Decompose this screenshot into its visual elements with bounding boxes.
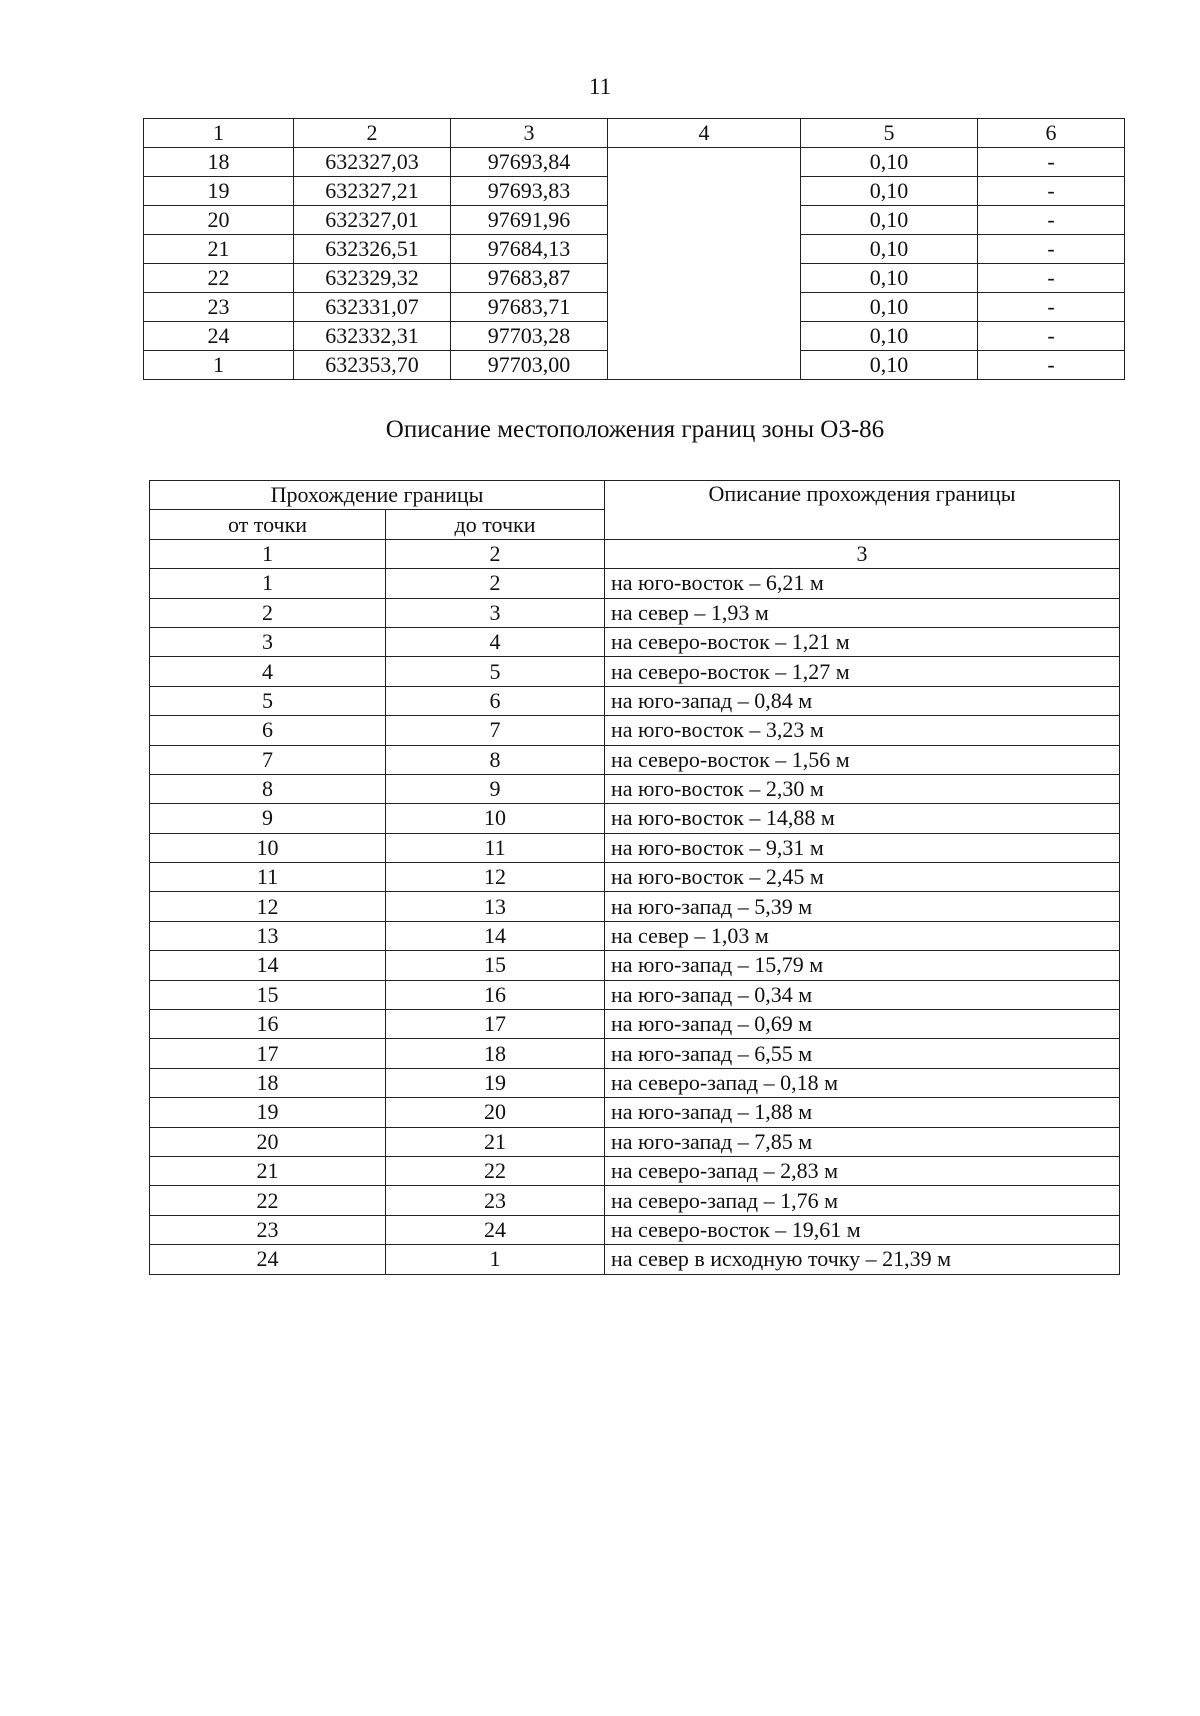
from-point: 1 [150,569,386,598]
from-point: 19 [150,1098,386,1127]
to-point: 12 [386,863,605,892]
boundary-description: на юго-восток – 2,45 м [605,863,1120,892]
boundary-description: на северо-восток – 1,56 м [605,745,1120,774]
accuracy-value: 0,10 [801,264,978,293]
to-point: 13 [386,892,605,921]
to-point: 21 [386,1127,605,1156]
dash-value: - [978,351,1125,380]
from-point: 8 [150,774,386,803]
from-point: 22 [150,1186,386,1215]
to-point: 5 [386,657,605,686]
accuracy-value: 0,10 [801,322,978,351]
column-header: 2 [294,119,451,148]
from-point: 12 [150,892,386,921]
column-header: 6 [978,119,1125,148]
table-row [150,1156,1120,1185]
y-coordinate: 97691,96 [451,206,608,235]
table-row [150,863,1120,892]
boundary-description: на северо-восток – 1,27 м [605,657,1120,686]
boundary-description: на северо-запад – 2,83 м [605,1156,1120,1185]
to-point: 19 [386,1068,605,1097]
to-point: 4 [386,627,605,656]
accuracy-value: 0,10 [801,177,978,206]
to-point: 11 [386,833,605,862]
boundary-description: на юго-запад – 0,84 м [605,686,1120,715]
page-number: 11 [588,74,612,99]
to-point: 9 [386,774,605,803]
to-point: 6 [386,686,605,715]
dash-value: - [978,293,1125,322]
table-row [150,686,1120,715]
header-passage: Прохождение границы [150,481,605,510]
header-to-point: до точки [386,510,605,539]
boundary-description: на юго-восток – 6,21 м [605,569,1120,598]
from-point: 4 [150,657,386,686]
to-point: 14 [386,921,605,950]
to-point: 18 [386,1039,605,1068]
boundary-description: на юго-восток – 3,23 м [605,716,1120,745]
from-point: 15 [150,980,386,1009]
x-coordinate: 632353,70 [294,351,451,380]
x-coordinate: 632327,21 [294,177,451,206]
boundary-description: на юго-запад – 7,85 м [605,1127,1120,1156]
point-number: 24 [144,322,294,351]
dash-value: - [978,206,1125,235]
table-row [150,627,1120,656]
column-number-row [150,539,1120,568]
column-header: 3 [451,119,608,148]
from-point: 6 [150,716,386,745]
x-coordinate: 632331,07 [294,293,451,322]
from-point: 17 [150,1039,386,1068]
point-number: 18 [144,148,294,177]
x-coordinate: 632327,01 [294,206,451,235]
from-point: 14 [150,951,386,980]
accuracy-value: 0,10 [801,148,978,177]
merged-empty-cell [608,148,801,380]
column-header: 5 [801,119,978,148]
header-row [144,119,1125,148]
from-point: 21 [150,1156,386,1185]
x-coordinate: 632326,51 [294,235,451,264]
from-point: 16 [150,1010,386,1039]
accuracy-value: 0,10 [801,293,978,322]
boundary-description: на юго-восток – 14,88 м [605,804,1120,833]
from-point: 20 [150,1127,386,1156]
y-coordinate: 97693,83 [451,177,608,206]
x-coordinate: 632329,32 [294,264,451,293]
y-coordinate: 97683,71 [451,293,608,322]
dash-value: - [978,235,1125,264]
table-row [150,1186,1120,1215]
boundary-description: на юго-запад – 5,39 м [605,892,1120,921]
point-number: 20 [144,206,294,235]
dash-value: - [978,177,1125,206]
point-number: 22 [144,264,294,293]
to-point: 10 [386,804,605,833]
table-row [150,804,1120,833]
boundary-description: на юго-запад – 0,69 м [605,1010,1120,1039]
column-number: 1 [150,539,386,568]
boundary-description: на юго-восток – 2,30 м [605,774,1120,803]
to-point: 17 [386,1010,605,1039]
boundary-description: на северо-запад – 1,76 м [605,1186,1120,1215]
boundary-description: на северо-восток – 19,61 м [605,1215,1120,1244]
from-point: 7 [150,745,386,774]
table-row [150,1068,1120,1097]
point-number: 1 [144,351,294,380]
boundary-description: на северо-восток – 1,21 м [605,627,1120,656]
table-row [150,569,1120,598]
to-point: 8 [386,745,605,774]
to-point: 22 [386,1156,605,1185]
y-coordinate: 97703,00 [451,351,608,380]
boundary-description: на север – 1,93 м [605,598,1120,627]
from-point: 24 [150,1245,386,1274]
accuracy-value: 0,10 [801,351,978,380]
table-row [150,1127,1120,1156]
table-row [150,716,1120,745]
table-row [150,598,1120,627]
table-row [150,833,1120,862]
column-number: 3 [605,539,1120,568]
header-description: Описание прохождения границы [605,481,1120,540]
to-point: 2 [386,569,605,598]
boundary-description-table [149,480,1120,1275]
boundary-description: на юго-восток – 9,31 м [605,833,1120,862]
section-title: Описание местоположения границ зоны ОЗ-86 [385,416,885,443]
x-coordinate: 632327,03 [294,148,451,177]
y-coordinate: 97703,28 [451,322,608,351]
table-row [150,1215,1120,1244]
to-point: 3 [386,598,605,627]
from-point: 5 [150,686,386,715]
from-point: 2 [150,598,386,627]
from-point: 13 [150,921,386,950]
from-point: 9 [150,804,386,833]
accuracy-value: 0,10 [801,235,978,264]
dash-value: - [978,264,1125,293]
to-point: 1 [386,1245,605,1274]
accuracy-value: 0,10 [801,206,978,235]
to-point: 23 [386,1186,605,1215]
table-row [150,1010,1120,1039]
dash-value: - [978,322,1125,351]
table-row [150,657,1120,686]
table-row [150,1245,1120,1274]
table-row [150,1098,1120,1127]
from-point: 3 [150,627,386,656]
column-number: 2 [386,539,605,568]
boundary-description: на север – 1,03 м [605,921,1120,950]
to-point: 16 [386,980,605,1009]
boundary-description: на юго-запад – 15,79 м [605,951,1120,980]
table-row [150,774,1120,803]
point-number: 23 [144,293,294,322]
column-header: 4 [608,119,801,148]
table-row [150,745,1120,774]
from-point: 10 [150,833,386,862]
table-row [150,951,1120,980]
boundary-description: на север в исходную точку – 21,39 м [605,1245,1120,1274]
table-row [150,980,1120,1009]
boundary-description: на юго-запад – 1,88 м [605,1098,1120,1127]
to-point: 24 [386,1215,605,1244]
y-coordinate: 97683,87 [451,264,608,293]
to-point: 7 [386,716,605,745]
point-number: 21 [144,235,294,264]
dash-value: - [978,148,1125,177]
boundary-description: на юго-запад – 6,55 м [605,1039,1120,1068]
y-coordinate: 97693,84 [451,148,608,177]
table-row [150,892,1120,921]
y-coordinate: 97684,13 [451,235,608,264]
from-point: 11 [150,863,386,892]
x-coordinate: 632332,31 [294,322,451,351]
point-number: 19 [144,177,294,206]
header-from-point: от точки [150,510,386,539]
table-row [150,1039,1120,1068]
boundary-description: на северо-запад – 0,18 м [605,1068,1120,1097]
table-row [144,148,1125,177]
coordinates-table [143,118,1125,380]
header-row [150,481,1120,510]
from-point: 23 [150,1215,386,1244]
to-point: 15 [386,951,605,980]
boundary-description: на юго-запад – 0,34 м [605,980,1120,1009]
table-row [150,921,1120,950]
to-point: 20 [386,1098,605,1127]
column-header: 1 [144,119,294,148]
from-point: 18 [150,1068,386,1097]
